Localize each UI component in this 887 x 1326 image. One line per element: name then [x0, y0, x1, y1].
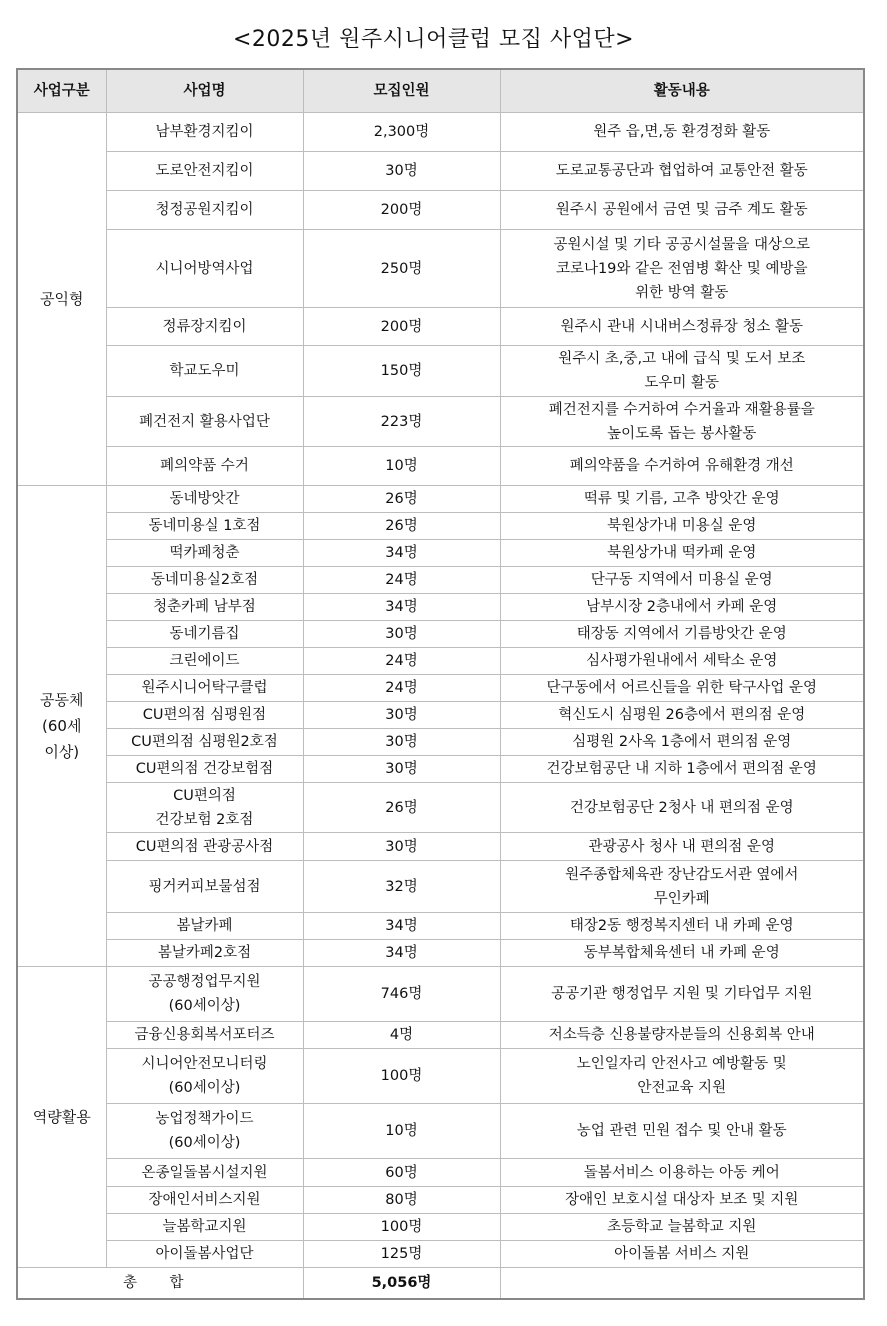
recruit-count-cell: 24명	[303, 648, 500, 675]
category-cell: 공동체 (60세 이상)	[17, 486, 106, 967]
table-row	[17, 861, 864, 913]
recruit-count-cell: 746명	[303, 967, 500, 1022]
category-cell: 역량활용	[17, 967, 106, 1268]
project-name-cell: 시니어안전모니터링 (60세이상)	[106, 1049, 303, 1104]
project-name-cell: 온종일돌봄시설지원	[106, 1159, 303, 1187]
recruit-count-cell: 24명	[303, 567, 500, 594]
activity-cell: 단구동에서 어르신들을 위한 탁구사업 운영	[500, 675, 864, 702]
activity-cell: 관광공사 청사 내 편의점 운영	[500, 833, 864, 861]
activity-cell: 북원상가내 미용실 운영	[500, 513, 864, 540]
table-row	[17, 513, 864, 540]
table-row	[17, 648, 864, 675]
header-row	[17, 69, 864, 113]
project-name-cell: 시니어방역사업	[106, 230, 303, 308]
table-row	[17, 833, 864, 861]
table-row	[17, 113, 864, 152]
activity-cell: 떡류 및 기름, 고추 방앗간 운영	[500, 486, 864, 513]
activity-cell: 북원상가내 떡카페 운영	[500, 540, 864, 567]
project-name-cell: 공공행정업무지원 (60세이상)	[106, 967, 303, 1022]
activity-cell: 폐의약품을 수거하여 유해환경 개선	[500, 447, 864, 486]
project-name-cell: 동네방앗간	[106, 486, 303, 513]
table-row	[17, 230, 864, 308]
activity-cell: 원주시 공원에서 금연 및 금주 계도 활동	[500, 191, 864, 230]
project-name-cell: 아이돌봄사업단	[106, 1241, 303, 1268]
project-name-cell: 동네미용실 1호점	[106, 513, 303, 540]
table-row	[17, 540, 864, 567]
header-activity: 활동내용	[500, 69, 864, 113]
table-row	[17, 486, 864, 513]
total-activity	[500, 1268, 864, 1299]
recruit-count-cell: 26명	[303, 486, 500, 513]
project-name-cell: 농업정책가이드 (60세이상)	[106, 1104, 303, 1159]
project-name-cell: 폐건전지 활용사업단	[106, 397, 303, 447]
recruit-count-cell: 2,300명	[303, 113, 500, 152]
recruit-count-cell: 200명	[303, 191, 500, 230]
recruit-count-cell: 34명	[303, 940, 500, 967]
project-name-cell: CU편의점 건강보험 2호점	[106, 783, 303, 833]
table-body	[17, 113, 864, 1268]
activity-cell: 원주종합체육관 장난감도서관 옆에서 무인카페	[500, 861, 864, 913]
project-name-cell: 폐의약품 수거	[106, 447, 303, 486]
project-name-cell: 청춘카페 남부점	[106, 594, 303, 621]
project-name-cell: 장애인서비스지원	[106, 1187, 303, 1214]
table-row	[17, 1214, 864, 1241]
recruit-count-cell: 4명	[303, 1022, 500, 1049]
activity-cell: 건강보험공단 2청사 내 편의점 운영	[500, 783, 864, 833]
recruit-count-cell: 32명	[303, 861, 500, 913]
activity-cell: 태장2동 행정복지센터 내 카페 운영	[500, 913, 864, 940]
recruit-count-cell: 30명	[303, 756, 500, 783]
project-name-cell: CU편의점 건강보험점	[106, 756, 303, 783]
activity-cell: 돌봄서비스 이용하는 아동 케어	[500, 1159, 864, 1187]
project-name-cell: 떡카페청춘	[106, 540, 303, 567]
table-row	[17, 152, 864, 191]
recruit-count-cell: 34명	[303, 594, 500, 621]
table-row	[17, 621, 864, 648]
recruit-count-cell: 150명	[303, 346, 500, 397]
project-name-cell: 남부환경지킴이	[106, 113, 303, 152]
activity-cell: 장애인 보호시설 대상자 보조 및 지원	[500, 1187, 864, 1214]
activity-cell: 농업 관련 민원 접수 및 안내 활동	[500, 1104, 864, 1159]
table-row	[17, 447, 864, 486]
activity-cell: 폐건전지를 수거하여 수거율과 재활용률을 높이도록 돕는 봉사활동	[500, 397, 864, 447]
activity-cell: 심사평가원내에서 세탁소 운영	[500, 648, 864, 675]
activity-cell: 심평원 2사옥 1층에서 편의점 운영	[500, 729, 864, 756]
project-name-cell: 원주시니어탁구클럽	[106, 675, 303, 702]
activity-cell: 아이돌봄 서비스 지원	[500, 1241, 864, 1268]
table-row	[17, 729, 864, 756]
recruit-count-cell: 200명	[303, 308, 500, 346]
project-name-cell: 봄날카페2호점	[106, 940, 303, 967]
project-name-cell: 금융신용회복서포터즈	[106, 1022, 303, 1049]
table-row	[17, 346, 864, 397]
header-category: 사업구분	[17, 69, 106, 113]
project-name-cell: 동네미용실2호점	[106, 567, 303, 594]
recruit-count-cell: 125명	[303, 1241, 500, 1268]
recruit-count-cell: 26명	[303, 513, 500, 540]
activity-cell: 원주 읍,면,동 환경정화 활동	[500, 113, 864, 152]
recruitment-table	[16, 68, 865, 1300]
activity-cell: 동부복합체육센터 내 카페 운영	[500, 940, 864, 967]
table-row	[17, 913, 864, 940]
recruit-count-cell: 30명	[303, 833, 500, 861]
activity-cell: 단구동 지역에서 미용실 운영	[500, 567, 864, 594]
project-name-cell: 정류장지킴이	[106, 308, 303, 346]
table-row	[17, 1049, 864, 1104]
recruit-count-cell: 10명	[303, 447, 500, 486]
table-row	[17, 308, 864, 346]
recruit-count-cell: 30명	[303, 152, 500, 191]
project-name-cell: 늘봄학교지원	[106, 1214, 303, 1241]
activity-cell: 남부시장 2층내에서 카페 운영	[500, 594, 864, 621]
activity-cell: 노인일자리 안전사고 예방활동 및 안전교육 지원	[500, 1049, 864, 1104]
table-row	[17, 783, 864, 833]
table-row	[17, 1187, 864, 1214]
activity-cell: 저소득층 신용불량자분들의 신용회복 안내	[500, 1022, 864, 1049]
project-name-cell: 핑거커피보물섬점	[106, 861, 303, 913]
activity-cell: 건강보험공단 내 지하 1층에서 편의점 운영	[500, 756, 864, 783]
page-title: <2025년 원주시니어클럽 모집 사업단>	[232, 27, 635, 52]
recruit-count-cell: 34명	[303, 913, 500, 940]
recruit-count-cell: 30명	[303, 702, 500, 729]
project-name-cell: 동네기름집	[106, 621, 303, 648]
project-name-cell: 봄날카페	[106, 913, 303, 940]
total-row	[17, 1268, 864, 1299]
activity-cell: 태장동 지역에서 기름방앗간 운영	[500, 621, 864, 648]
table-row	[17, 940, 864, 967]
table-row	[17, 1159, 864, 1187]
recruit-count-cell: 80명	[303, 1187, 500, 1214]
activity-cell: 원주시 관내 시내버스정류장 청소 활동	[500, 308, 864, 346]
recruit-count-cell: 100명	[303, 1214, 500, 1241]
recruit-count-cell: 26명	[303, 783, 500, 833]
table-row	[17, 756, 864, 783]
table-row	[17, 397, 864, 447]
recruit-count-cell: 60명	[303, 1159, 500, 1187]
activity-cell: 혁신도시 심평원 26층에서 편의점 운영	[500, 702, 864, 729]
recruit-count-cell: 10명	[303, 1104, 500, 1159]
recruit-count-cell: 30명	[303, 729, 500, 756]
recruit-count-cell: 30명	[303, 621, 500, 648]
header-project-name: 사업명	[106, 69, 303, 113]
table-row	[17, 675, 864, 702]
table-row	[17, 1022, 864, 1049]
table-row	[17, 594, 864, 621]
project-name-cell: 도로안전지킴이	[106, 152, 303, 191]
recruit-count-cell: 100명	[303, 1049, 500, 1104]
activity-cell: 초등학교 늘봄학교 지원	[500, 1214, 864, 1241]
project-name-cell: 청정공원지킴이	[106, 191, 303, 230]
recruit-count-cell: 24명	[303, 675, 500, 702]
total-count: 5,056명	[303, 1268, 500, 1299]
recruit-count-cell: 34명	[303, 540, 500, 567]
table-row	[17, 1241, 864, 1268]
recruit-count-cell: 223명	[303, 397, 500, 447]
total-label: 총 합	[17, 1268, 303, 1299]
project-name-cell: CU편의점 심평원2호점	[106, 729, 303, 756]
project-name-cell: CU편의점 심평원점	[106, 702, 303, 729]
project-name-cell: CU편의점 관광공사점	[106, 833, 303, 861]
category-cell: 공익형	[17, 113, 106, 486]
activity-cell: 공공기관 행정업무 지원 및 기타업무 지원	[500, 967, 864, 1022]
project-name-cell: 학교도우미	[106, 346, 303, 397]
activity-cell: 공원시설 및 기타 공공시설물을 대상으로 코로나19와 같은 전염병 확산 및 예방을 위한 방역 활동	[500, 230, 864, 308]
table-row	[17, 1104, 864, 1159]
activity-cell: 원주시 초,중,고 내에 급식 및 도서 보조 도우미 활동	[500, 346, 864, 397]
header-recruit-count: 모집인원	[303, 69, 500, 113]
table-row	[17, 967, 864, 1022]
activity-cell: 도로교통공단과 협업하여 교통안전 활동	[500, 152, 864, 191]
table-row	[17, 702, 864, 729]
table-row	[17, 567, 864, 594]
project-name-cell: 크린에이드	[106, 648, 303, 675]
recruit-count-cell: 250명	[303, 230, 500, 308]
table-row	[17, 191, 864, 230]
